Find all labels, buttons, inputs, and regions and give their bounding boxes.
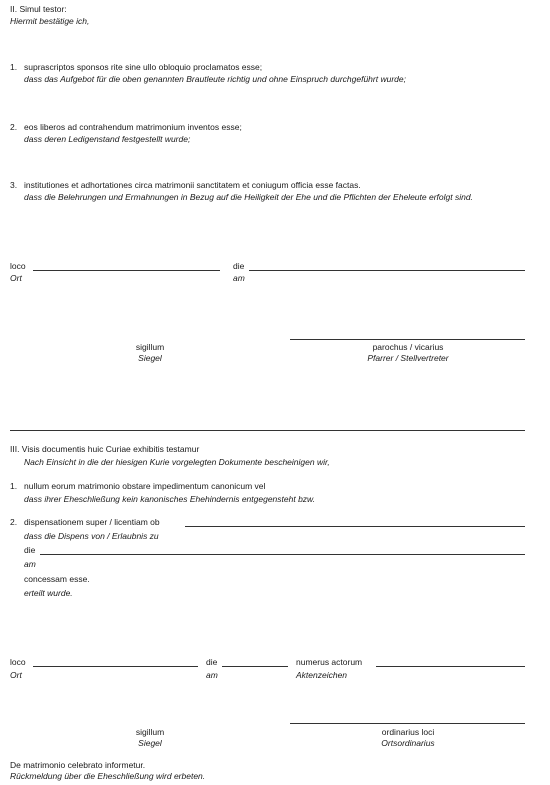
item-2-german: dass deren Ledigenstand festgestellt wurde; (24, 134, 191, 144)
parochus-label: parochus / vicarius (372, 342, 444, 352)
item-1-german: dass ihrer Eheschließung kein kanonisches Ehehindernis entgegensteht bzw. (24, 494, 316, 504)
item-number: 1. (10, 481, 18, 491)
numerus-label: numerus actorum (296, 657, 363, 667)
dispensation-line[interactable] (185, 526, 525, 527)
section-2-heading-de: Hiermit bestätige ich, (10, 16, 90, 26)
item-2-latin: dispensationem super / licentiam ob (24, 517, 160, 527)
concessam-label: concessam esse. (24, 574, 90, 584)
parochus-signature-line[interactable] (290, 339, 525, 340)
numerus-line[interactable] (376, 666, 525, 667)
ordinarius-signature-line[interactable] (290, 723, 525, 724)
dispensation-die-line[interactable] (40, 554, 525, 555)
dispensation-am-label: am (24, 559, 36, 569)
sigillum-label-de: Siegel (138, 738, 162, 748)
sigillum-label: sigillum (135, 727, 165, 737)
ordinarius-label-de: Ortsordinarius (381, 738, 435, 748)
die-line[interactable] (249, 270, 525, 271)
item-2-german: dass die Dispens von / Erlaubnis zu (24, 531, 159, 541)
item-number: 1. (10, 62, 18, 72)
item-number: 3. (10, 180, 18, 190)
sigillum-label-de: Siegel (138, 353, 162, 363)
item-3-german: dass die Belehrungen und Ermahnungen in Bezug auf die Heiligkeit der Ehe und die Pflichten der Eheleute erfolgt sind. (24, 192, 473, 202)
loco-label: loco (10, 261, 26, 271)
die-label: die (233, 261, 245, 271)
dispensation-die-label: die (24, 545, 36, 555)
erteilt-label: erteilt wurde. (24, 588, 73, 598)
loco-label: loco (10, 657, 26, 667)
footer-latin: De matrimonio celebrato informetur. (10, 760, 146, 770)
parochus-label-de: Pfarrer / Stellvertreter (367, 353, 449, 363)
section-2-heading: II. Simul testor: (10, 4, 67, 14)
die-label-de: am (206, 670, 218, 680)
item-2-latin: eos liberos ad contrahendum matrimonium inventos esse; (24, 122, 242, 132)
footer-german: Rückmeldung über die Eheschließung wird erbeten. (10, 771, 206, 781)
item-3-latin: institutiones et adhortationes circa matrimonii sanctitatem et coniugum officia esse factas. (24, 180, 361, 190)
loco-line[interactable] (33, 666, 198, 667)
loco-line[interactable] (33, 270, 220, 271)
item-1-german: dass das Aufgebot für die oben genannten Brautleute richtig und ohne Einspruch durchgeführt wurde; (24, 74, 406, 84)
section-3-heading: III. Visis documentis huic Curiae exhibitis testamur (10, 444, 200, 454)
section-3-heading-de: Nach Einsicht in die der hiesigen Kurie vorgelegten Dokumente bescheinigen wir, (24, 457, 330, 467)
loco-label-de: Ort (10, 273, 22, 283)
die-label: die (206, 657, 218, 667)
item-1-latin: nullum eorum matrimonio obstare impedimentum canonicum vel (24, 481, 266, 491)
die-line[interactable] (222, 666, 288, 667)
section-divider (10, 430, 525, 431)
item-number: 2. (10, 122, 18, 132)
die-label-de: am (233, 273, 245, 283)
item-1-latin: suprascriptos sponsos rite sine ullo obloquio proclamatos esse; (24, 62, 263, 72)
sigillum-label: sigillum (135, 342, 165, 352)
numerus-label-de: Aktenzeichen (296, 670, 348, 680)
item-number: 2. (10, 517, 18, 527)
ordinarius-label: ordinarius loci (381, 727, 435, 737)
loco-label-de: Ort (10, 670, 22, 680)
